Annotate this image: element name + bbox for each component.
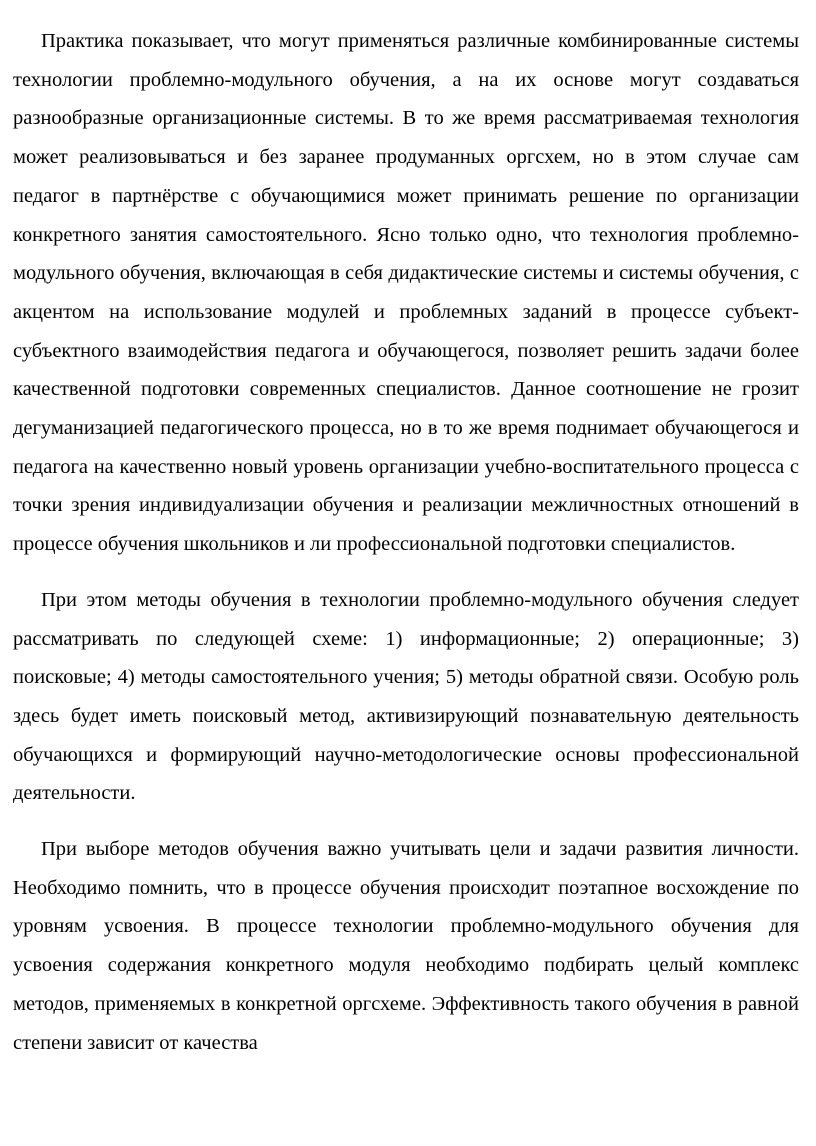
document-page bbox=[13, 22, 799, 1062]
paragraph-methods: При этом методы обучения в технологии проблемно-модульного обучения следует рассматривать по следующей схеме: 1) информационные; 2) операционные; 3) поисковые; 4) методы самостоятельного учения; 5) методы обратной связи. Особую роль здесь будет иметь поисковый метод, активизирующий познавательную деятельность обучающихся и формирующий научно-методологические основы профессиональной деятельности. bbox=[13, 588, 799, 805]
paragraph-choice: При выборе методов обучения важно учитывать цели и задачи развития личности. Необходимо помнить, что в процессе обучения происходит поэтапное восхождение по уровням усвоения. В процессе технологии проблемно-модульного обучения для усвоения содержания конкретного модуля необходимо подбирать целый комплекс методов, применяемых в конкретной оргсхеме. Эффективность такого обучения в равной степени зависит от качества bbox=[13, 838, 799, 1054]
paragraph-practice: Практика показывает, что могут применяться различные комбинированные системы технологии проблемно-модульного обучения, а на их основе могут создаваться разнообразные организационные системы. В то же время рассматриваемая технология может реализовываться и без заранее продуманных оргсхем, но в этом случае сам педагог в партнёрстве с обучающимися может принимать решение по организации конкретного занятия самостоятельного. Ясно только одно, что технология проблемно- модульного обучения, включающая в себя дидактические системы и системы обучения, с акцентом на использование модулей и проблемных заданий в процессе субъект-субъектного взаимодействия педагога и обучающегося, позволяет решить задачи более качественной подготовки современных специалистов. Данное соотношение не грозит дегуманизацией педагогического процесса, но в то же время поднимает обучающегося и педагога на качественно новый уровень организации учебно-воспитательного процесса с точки зрения индивидуализации обучения и реализации межличностных отношений в процессе обучения школьников и ли профессиональной подготовки специалистов. bbox=[13, 30, 799, 556]
